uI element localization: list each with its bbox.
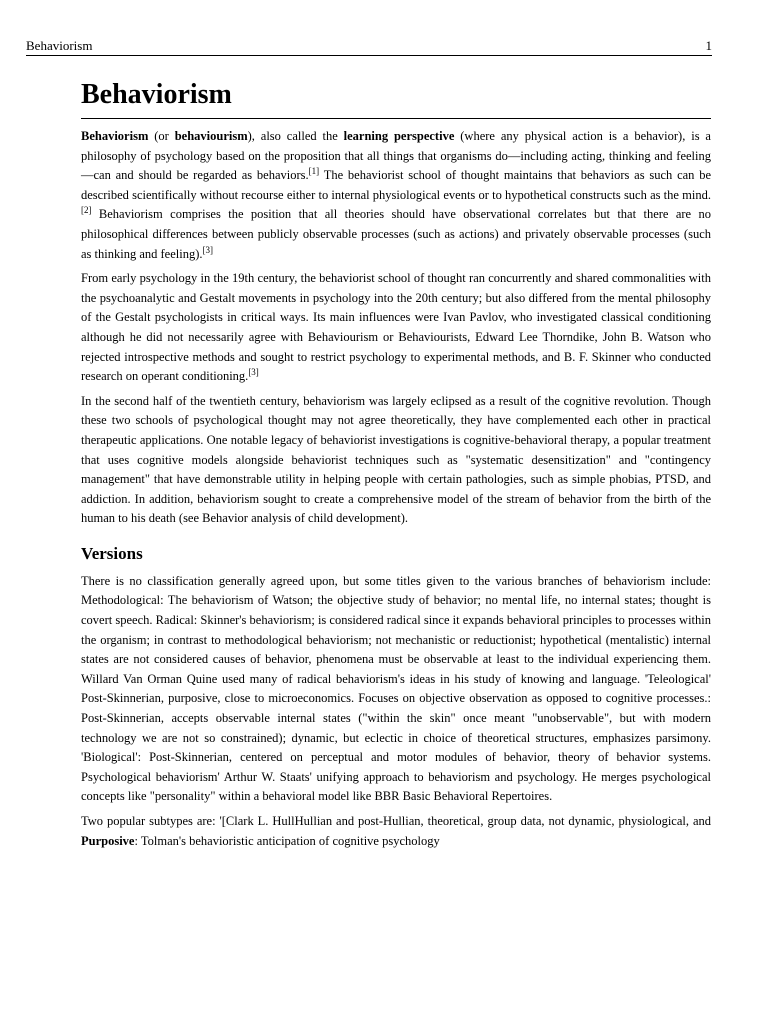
citation-ref[interactable]: [1] [308, 166, 320, 177]
page-title: Behaviorism [81, 78, 711, 119]
citation-ref[interactable]: [3] [248, 367, 259, 378]
intro-paragraph-1: Behaviorism (or behaviourism), also called the learning perspective (where any physical action is a behavior), is a philosophy of psychology based on the proposition that all things that organisms do—including acting, thinking and feeling—can and should be regarded as behaviors.[1] The behaviorist school of thought maintains that behaviors as such can be described scientifically without recourse either to internal physiological events or to hypothetical constructs such as the mind.[2] Behaviorism comprises the position that all theories should have observational correlates but that there are no philosophical differences between publicly observable processes (such as actions) and privately observable processes (such as thinking and feeling).[3] [81, 129, 711, 261]
term-learning-perspective: learning perspective [343, 129, 455, 143]
page-number: 1 [705, 38, 712, 53]
term-purposive: Purposive [81, 833, 135, 848]
versions-paragraph-1: There is no classification generally agreed upon, but some titles given to the various branches of behaviorism include: Methodological: The behaviorism of Watson; the objective study of behavior; no mental life, no internal states; thought is covert speech. Radical: Skinner's behaviorism; is considered radical since it expands behavioral principles to processes within the organism; in contrast to methodological behaviorism; not mechanistic or reductionist; hypothetical (mentalistic) internal states are not considered causes of behavior, phenomena must be observable at least to the individual experiencing them. Willard Van Orman Quine used many of radical behaviorism's ideas in his study of knowing and language. 'Teleological' Post-Skinnerian, purposive, close to microeconomics. Focuses on objective observation as opposed to cognitive processes.: Post-Skinnerian, accepts observable internal states ("within the skin" once meant "unobservable", but with modern technology we are not so constrained); dynamic, but eclectic in choice of theoretical structures, emphasizes parsimony. 'Biological': Post-Skinnerian, centered on perceptual and motor modules of behavior, theory of behavior systems. Psychological behaviorism' Arthur W. Staats' unifying approach to behaviorism and psychology. He merges psychological concepts like "personality" within a behavioral model like BBR Basic Behavioral Repertoires. [81, 573, 711, 804]
citation-ref[interactable]: [3] [202, 244, 213, 255]
intro-paragraph-2: From early psychology in the 19th century, the behaviorist school of thought ran concurrently and shared commonalities with the psychoanalytic and Gestalt movements in psychology into the 20th century; but also differed from the mental philosophy of the Gestalt psychologists in critical ways. Its main influences were Ivan Pavlov, who investigated classical conditioning although he did not necessarily agree with Behaviourism or Behaviourists, Edward Lee Thorndike, John B. Watson who rejected introspective methods and sought to restrict psychology to experimental methods, and B. F. Skinner who conducted research on operant conditioning.[3] [81, 271, 711, 384]
citation-ref[interactable]: [2] [81, 205, 92, 216]
versions-paragraph-2: Two popular subtypes are: '[Clark L. HullHullian and post-Hullian, theoretical, group data, not dynamic, physiological, and Purposive: Tolman's behavioristic anticipation of cognitive psychology [81, 814, 711, 848]
running-header [26, 39, 712, 56]
term-behaviourism: behaviourism [174, 129, 248, 143]
article-body [81, 127, 711, 856]
section-heading-versions: Versions [81, 543, 143, 563]
running-title: Behaviorism [26, 38, 93, 53]
term-behaviorism: Behaviorism [81, 129, 149, 143]
intro-paragraph-3: In the second half of the twentieth century, behaviorism was largely eclipsed as a result of the cognitive revolution. Though these two schools of psychological thought may not agree theoretically, they have complemented each other in practical therapeutic applications. One notable legacy of behaviorist investigations is cognitive-behavioral therapy, a popular treatment that uses cognitive models alongside behaviorist techniques such as "systematic desensitization" and "contingency management" that have demonstrable utility in helping people with certain pathologies, such as simple phobias, PTSD, and addiction. In addition, behaviorism sought to create a comprehensive model of the stream of behavior from the birth of the human to his death (see Behavior analysis of child development). [81, 393, 711, 526]
